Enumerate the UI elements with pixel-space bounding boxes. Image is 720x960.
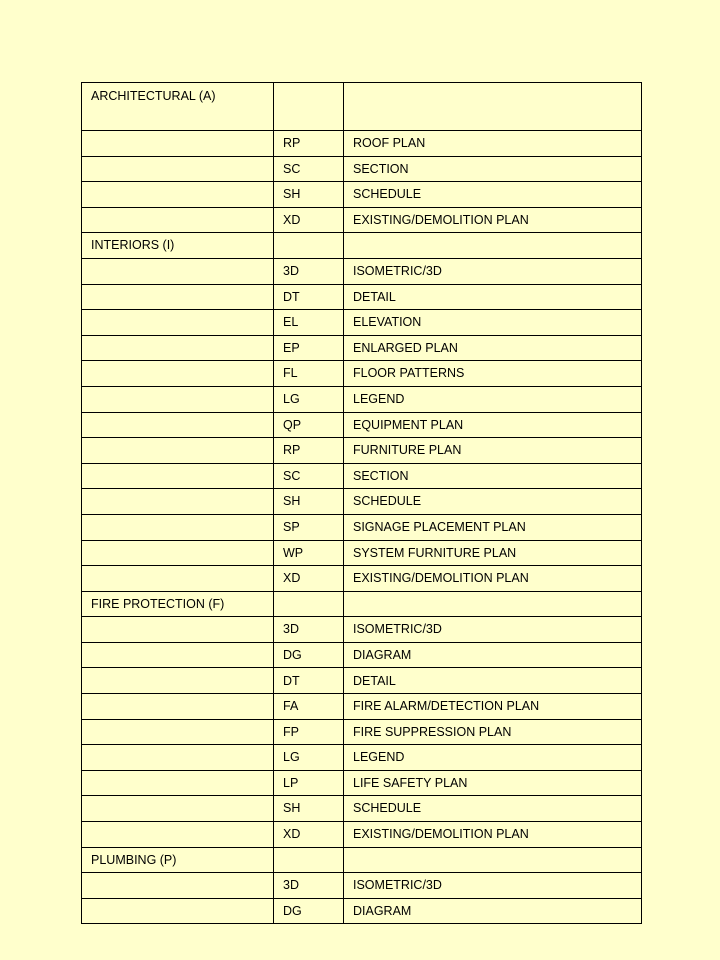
table-row: [82, 796, 642, 822]
sheet-name-cell: SCHEDULE: [344, 489, 642, 515]
discipline-cell: INTERIORS (I): [82, 233, 274, 259]
sheet-name-cell: LEGEND: [344, 745, 642, 771]
sheet-name-cell: FIRE ALARM/DETECTION PLAN: [344, 694, 642, 720]
discipline-cell: [82, 898, 274, 924]
sheet-code-cell: EL: [274, 310, 344, 336]
sheet-name-cell: ELEVATION: [344, 310, 642, 336]
sheet-name-cell: [344, 83, 642, 131]
table-row: [82, 386, 642, 412]
discipline-cell: [82, 617, 274, 643]
discipline-cell: [82, 335, 274, 361]
sheet-name-cell: SECTION: [344, 463, 642, 489]
sheet-name-cell: [344, 233, 642, 259]
table-row: [82, 412, 642, 438]
sheet-code-cell: LG: [274, 745, 344, 771]
discipline-cell: [82, 182, 274, 208]
sheet-code-cell: SH: [274, 489, 344, 515]
sheet-name-cell: DIAGRAM: [344, 898, 642, 924]
sheet-name-cell: LEGEND: [344, 386, 642, 412]
discipline-cell: FIRE PROTECTION (F): [82, 591, 274, 617]
table-row: [82, 258, 642, 284]
discipline-cell: [82, 873, 274, 899]
table-row: [82, 770, 642, 796]
sheet-code-cell: XD: [274, 566, 344, 592]
sheet-code-cell: RP: [274, 438, 344, 464]
discipline-header-row: [82, 83, 642, 131]
sheet-name-cell: ROOF PLAN: [344, 131, 642, 157]
discipline-cell: [82, 745, 274, 771]
sheet-name-cell: FIRE SUPPRESSION PLAN: [344, 719, 642, 745]
table-row: [82, 898, 642, 924]
sheet-name-cell: SECTION: [344, 156, 642, 182]
sheet-code-cell: 3D: [274, 258, 344, 284]
sheet-code-cell: LP: [274, 770, 344, 796]
table-row: [82, 745, 642, 771]
sheet-name-cell: SIGNAGE PLACEMENT PLAN: [344, 514, 642, 540]
table-body: [82, 83, 642, 924]
table-row: [82, 284, 642, 310]
sheet-code-cell: [274, 233, 344, 259]
sheet-type-table: [81, 82, 642, 924]
sheet-name-cell: SCHEDULE: [344, 182, 642, 208]
sheet-name-cell: SYSTEM FURNITURE PLAN: [344, 540, 642, 566]
discipline-cell: [82, 258, 274, 284]
discipline-header-row: [82, 591, 642, 617]
discipline-cell: [82, 540, 274, 566]
sheet-code-cell: XD: [274, 207, 344, 233]
discipline-cell: [82, 438, 274, 464]
sheet-code-cell: EP: [274, 335, 344, 361]
sheet-code-cell: FP: [274, 719, 344, 745]
sheet-name-cell: LIFE SAFETY PLAN: [344, 770, 642, 796]
sheet-code-cell: DT: [274, 668, 344, 694]
sheet-code-cell: WP: [274, 540, 344, 566]
discipline-cell: [82, 566, 274, 592]
table-row: [82, 207, 642, 233]
table-row: [82, 489, 642, 515]
sheet-name-cell: ENLARGED PLAN: [344, 335, 642, 361]
sheet-name-cell: FLOOR PATTERNS: [344, 361, 642, 387]
table-row: [82, 514, 642, 540]
discipline-cell: PLUMBING (P): [82, 847, 274, 873]
discipline-cell: [82, 361, 274, 387]
sheet-name-cell: EXISTING/DEMOLITION PLAN: [344, 566, 642, 592]
sheet-code-cell: [274, 83, 344, 131]
sheet-code-cell: DT: [274, 284, 344, 310]
sheet-name-cell: ISOMETRIC/3D: [344, 617, 642, 643]
sheet-code-cell: [274, 591, 344, 617]
sheet-code-cell: DG: [274, 898, 344, 924]
table-row: [82, 131, 642, 157]
discipline-cell: [82, 412, 274, 438]
sheet-code-cell: SH: [274, 796, 344, 822]
table-row: [82, 463, 642, 489]
sheet-code-cell: SH: [274, 182, 344, 208]
table-row: [82, 438, 642, 464]
sheet-name-cell: EXISTING/DEMOLITION PLAN: [344, 207, 642, 233]
sheet-code-cell: 3D: [274, 873, 344, 899]
sheet-name-cell: DIAGRAM: [344, 642, 642, 668]
sheet-name-cell: FURNITURE PLAN: [344, 438, 642, 464]
discipline-cell: [82, 131, 274, 157]
discipline-cell: [82, 463, 274, 489]
discipline-cell: [82, 770, 274, 796]
sheet-name-cell: [344, 591, 642, 617]
discipline-cell: [82, 489, 274, 515]
sheet-name-cell: ISOMETRIC/3D: [344, 258, 642, 284]
sheet-name-cell: SCHEDULE: [344, 796, 642, 822]
discipline-cell: [82, 207, 274, 233]
discipline-cell: [82, 668, 274, 694]
sheet-name-cell: EXISTING/DEMOLITION PLAN: [344, 822, 642, 848]
sheet-code-cell: 3D: [274, 617, 344, 643]
sheet-code-cell: QP: [274, 412, 344, 438]
table-row: [82, 617, 642, 643]
discipline-cell: [82, 642, 274, 668]
discipline-cell: [82, 514, 274, 540]
table-row: [82, 182, 642, 208]
table-row: [82, 642, 642, 668]
discipline-cell: [82, 310, 274, 336]
table-row: [82, 540, 642, 566]
sheet-code-cell: SP: [274, 514, 344, 540]
discipline-cell: [82, 796, 274, 822]
table-row: [82, 668, 642, 694]
sheet-code-cell: XD: [274, 822, 344, 848]
sheet-code-cell: [274, 847, 344, 873]
discipline-header-row: [82, 233, 642, 259]
sheet-code-cell: DG: [274, 642, 344, 668]
sheet-code-cell: SC: [274, 156, 344, 182]
discipline-cell: [82, 694, 274, 720]
sheet-name-cell: EQUIPMENT PLAN: [344, 412, 642, 438]
table-row: [82, 873, 642, 899]
sheet-code-cell: SC: [274, 463, 344, 489]
table-row: [82, 335, 642, 361]
discipline-cell: [82, 822, 274, 848]
sheet-code-cell: FA: [274, 694, 344, 720]
table-row: [82, 694, 642, 720]
table-row: [82, 719, 642, 745]
sheet-name-cell: DETAIL: [344, 668, 642, 694]
discipline-cell: [82, 284, 274, 310]
sheet-code-cell: RP: [274, 131, 344, 157]
table-row: [82, 361, 642, 387]
discipline-header-row: [82, 847, 642, 873]
discipline-cell: ARCHITECTURAL (A): [82, 83, 274, 131]
discipline-cell: [82, 156, 274, 182]
discipline-cell: [82, 719, 274, 745]
sheet-code-cell: FL: [274, 361, 344, 387]
table-row: [82, 566, 642, 592]
sheet-name-cell: DETAIL: [344, 284, 642, 310]
discipline-cell: [82, 386, 274, 412]
sheet-code-cell: LG: [274, 386, 344, 412]
sheet-name-cell: [344, 847, 642, 873]
table-row: [82, 310, 642, 336]
sheet-name-cell: ISOMETRIC/3D: [344, 873, 642, 899]
table-row: [82, 156, 642, 182]
table-row: [82, 822, 642, 848]
